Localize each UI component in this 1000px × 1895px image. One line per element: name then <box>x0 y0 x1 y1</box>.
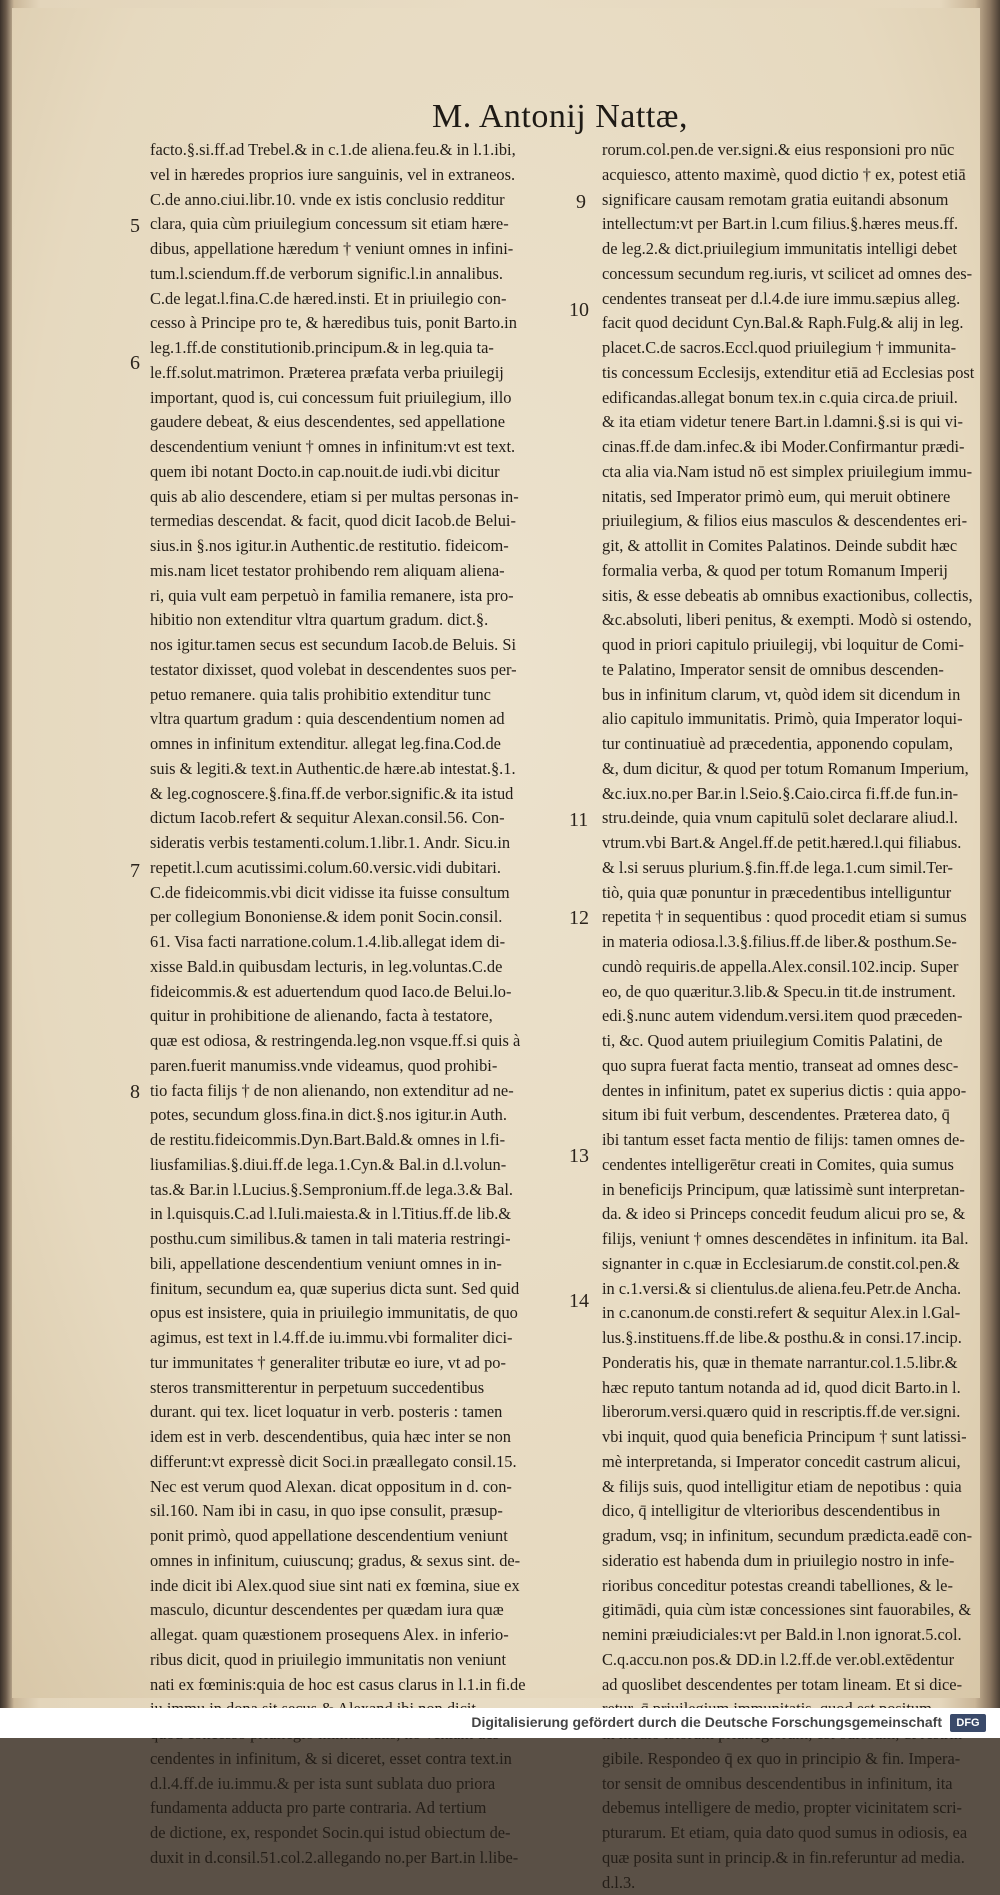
text-line: nati ex fœminis:quia de hoc est casus clarus in l.1.in fi.de <box>150 1673 575 1698</box>
text-line: ribus dicit, quod in priuilegio immunitatis non veniunt <box>150 1648 575 1673</box>
text-line: cendentes intelligerētur creati in Comites, quia sumus <box>602 1153 1000 1178</box>
text-line: & filijs suis, quod intelligitur etiam de nepotibus : quia <box>602 1475 1000 1500</box>
text-line: differunt:vt expressè dicit Soci.in præallegato consil.15. <box>150 1450 575 1475</box>
text-line: & leg.cognoscere.§.fina.ff.de verbor.signific.& ita istud <box>150 782 575 807</box>
text-line: signanter in c.quæ in Ecclesiarum.de constit.col.pen.& <box>602 1252 1000 1277</box>
text-line: steros transmitterentur in perpetuum succedentibus <box>150 1376 575 1401</box>
text-line: gibile. Respondeo q̄ ex quo in principio & fin. Impera- <box>602 1747 1000 1772</box>
left-text-column <box>150 138 575 1871</box>
text-line: hæc reputo tantum notanda ad id, quod dicit Barto.in l. <box>602 1376 1000 1401</box>
text-line: de leg.2.& dict.priuilegium immunitatis intelligi debet <box>602 237 1000 262</box>
text-line: mis.nam licet testator prohibendo rem aliquam aliena- <box>150 559 575 584</box>
text-line: C.q.accu.non pos.& DD.in l.2.ff.de ver.obl.extēdentur <box>602 1648 1000 1673</box>
text-line: cendentes in infinitum, & si diceret, esset contra text.in <box>150 1747 575 1772</box>
footer-credit: Digitalisierung gefördert durch die Deutsche Forschungsgemeinschaft <box>471 1714 942 1730</box>
text-line: gitimādi, quia cùm istæ concessiones sint fauorabiles, & <box>602 1598 1000 1623</box>
text-line: leg.1.ff.de constitutionib.principum.& in leg.quia ta- <box>150 336 575 361</box>
text-line: termedias descendat. & facit, quod dicit Iacob.de Belui- <box>150 509 575 534</box>
text-line: ibi tantum esset facta mentio de filijs: tamen omnes de- <box>602 1128 1000 1153</box>
text-line: durant. qui tex. licet loquatur in verb. posteris : tamen <box>150 1400 575 1425</box>
text-line: debemus intelligere de medio, propter vicinitatem scri- <box>602 1796 1000 1821</box>
text-line: nos igitur.tamen secus est secundum Iacob.de Beluis. Si <box>150 633 575 658</box>
text-line: quitur in prohibitione de alienando, facta à testatore, <box>150 1004 575 1029</box>
text-line: bili, appellatione descendentium veniunt omnes in in- <box>150 1252 575 1277</box>
text-line: hibitio non extenditur vltra quartum gradum. dict.§. <box>150 608 575 633</box>
text-line: tur continuatiuè ad præcedentia, apponendo copulam, <box>602 732 1000 757</box>
text-line: te Palatino, Imperator sensit de omnibus descenden- <box>602 658 1000 683</box>
text-line: liusfamilias.§.diui.ff.de lega.1.Cyn.& Bal.in d.l.volun- <box>150 1153 575 1178</box>
margin-number: 10 <box>569 299 589 322</box>
text-line: omnes in infinitum, cuiuscunq; gradus, & sexus sint. de- <box>150 1549 575 1574</box>
text-line: tiò, quia quæ ponuntur in præcedentibus intelliguntur <box>602 881 1000 906</box>
text-line: acquiesco, attento maximè, quod dictio † ex, potest etiā <box>602 163 1000 188</box>
right-text-column <box>602 138 1000 1895</box>
text-line: C.de fideicommis.vbi dicit vidisse ita fuisse consultum <box>150 881 575 906</box>
text-line: vbi inquit, quod quia beneficia Principum † sunt latissi- <box>602 1425 1000 1450</box>
text-line: & ita etiam videtur tenere Bart.in l.damni.§.si is qui vi- <box>602 410 1000 435</box>
text-line: eo, de quo quæritur.3.lib.& Specu.in tit.de instrument. <box>602 980 1000 1005</box>
margin-number: 13 <box>569 1145 589 1168</box>
text-line: repetita † in sequentibus : quod procedit etiam si sumus <box>602 905 1000 930</box>
text-line: quis ab alio descendere, etiam si per multas personas in- <box>150 485 575 510</box>
text-line: sius.in §.nos igitur.in Authentic.de restitutio. fideicom- <box>150 534 575 559</box>
margin-number: 9 <box>576 191 586 214</box>
text-line: cta alia via.Nam istud nō est simplex priuilegium immu- <box>602 460 1000 485</box>
text-line: agimus, est text in l.4.ff.de iu.immu.vbi formaliter dici- <box>150 1326 575 1351</box>
text-line: sil.160. Nam ibi in casu, in quo ipse consulit, præsup- <box>150 1499 575 1524</box>
text-line: de restitu.fideicommis.Dyn.Bart.Bald.& omnes in l.fi- <box>150 1128 575 1153</box>
text-line: quæ est odiosa, & restringenda.leg.non vsque.ff.si quis à <box>150 1029 575 1054</box>
text-line: tor sensit de omnibus descendentibus in infinitum, ita <box>602 1772 1000 1797</box>
text-line: tis concessum Ecclesijs, extenditur etiā ad Ecclesias post <box>602 361 1000 386</box>
text-line: petuo remanere. quia talis prohibitio extenditur tunc <box>150 683 575 708</box>
text-line: xisse Bald.in quibusdam lecturis, in leg.voluntas.C.de <box>150 955 575 980</box>
text-line: gradum, vsq; in infinitum, secundum prædicta.eadē con- <box>602 1524 1000 1549</box>
text-line: fundamenta adducta pro parte contraria. Ad tertium <box>150 1796 575 1821</box>
margin-number: 6 <box>130 352 140 375</box>
text-line: clara, quia cùm priuilegium concessum sit etiam hære- <box>150 212 575 237</box>
text-line: &c.iux.no.per Bar.in l.Seio.§.Caio.circa fi.ff.de fun.in- <box>602 782 1000 807</box>
text-line: rorum.col.pen.de ver.signi.& eius responsioni pro nūc <box>602 138 1000 163</box>
text-line: vel in hæredes proprios iure sanguinis, vel in extraneos. <box>150 163 575 188</box>
text-line: formalia verba, & quod per totum Romanum Imperij <box>602 559 1000 584</box>
text-line: quo supra fuerat facta mentio, transeat ad omnes desc- <box>602 1054 1000 1079</box>
text-line: nemini præiudiciales:vt per Bald.in l.non ignorat.5.col. <box>602 1623 1000 1648</box>
text-line: cinas.ff.de dam.infec.& ibi Moder.Confirmantur prædi- <box>602 435 1000 460</box>
text-line: vtrum.vbi Bart.& Angel.ff.de petit.hæred.l.qui filiabus. <box>602 831 1000 856</box>
book-page <box>12 8 980 1698</box>
text-line: potes, secundum gloss.fina.in dict.§.nos igitur.in Auth. <box>150 1103 575 1128</box>
margin-number: 5 <box>130 215 140 238</box>
margin-number: 8 <box>130 1081 140 1104</box>
text-line: quæ posita sunt in princip.& in fin.referuntur ad media. <box>602 1846 1000 1871</box>
text-line: priuilegium, & filios eius masculos & descendentes eri- <box>602 509 1000 534</box>
text-line: finitum, secundum ea, quæ superius dicta sunt. Sed quid <box>150 1277 575 1302</box>
text-line: pturarum. Et etiam, quia dato quod sumus in odiosis, ea <box>602 1821 1000 1846</box>
text-line: alio capitulo immunitatis. Primò, quia Imperator loqui- <box>602 707 1000 732</box>
text-line: in materia odiosa.l.3.§.filius.ff.de liber.& posthum.Se- <box>602 930 1000 955</box>
dfg-logo: DFG <box>950 1714 986 1732</box>
text-line: in beneficijs Principum, quæ latissimè sunt interpretan- <box>602 1178 1000 1203</box>
text-line: filijs, veniunt † omnes descendētes in infinitum. ita Bal. <box>602 1227 1000 1252</box>
margin-number: 11 <box>569 809 588 832</box>
text-line: C.de anno.ciui.libr.10. vnde ex istis conclusio redditur <box>150 188 575 213</box>
text-line: fideicommis.& est aduertendum quod Iaco.de Belui.lo- <box>150 980 575 1005</box>
text-line: allegat. quam quæstionem prosequens Alex. in inferio- <box>150 1623 575 1648</box>
text-line: significare causam remotam gratia euitandi absonum <box>602 188 1000 213</box>
running-header: M. Antonij Nattæ, <box>432 98 852 136</box>
text-line: de dictione, ex, respondet Socin.qui istud obiectum de- <box>150 1821 575 1846</box>
margin-number: 12 <box>569 907 589 930</box>
text-line: le.ff.solut.matrimon. Præterea præfata verba priuilegij <box>150 361 575 386</box>
text-line: sideratio est habenda dum in priuilegio nostro in infe- <box>602 1549 1000 1574</box>
text-line: tio facta filijs † de non alienando, non extenditur ad ne- <box>150 1079 575 1104</box>
text-line: d.l.4.ff.de iu.immu.& per ista sunt sublata duo priora <box>150 1772 575 1797</box>
text-line: ri, quia vult eam perpetuò in familia remanere, ista pro- <box>150 584 575 609</box>
margin-number: 7 <box>130 860 140 883</box>
text-line: dictum Iacob.refert & sequitur Alexan.consil.56. Con- <box>150 806 575 831</box>
text-line: &c.absoluti, liberi penitus, & exempti. Modò si ostendo, <box>602 608 1000 633</box>
text-line: &, dum dicitur, & quod per totum Romanum Imperium, <box>602 757 1000 782</box>
text-line: lus.§.instituens.ff.de libe.& posthu.& in consi.17.incip. <box>602 1326 1000 1351</box>
text-line: important, quod is, cui concessum fuit priuilegium, illo <box>150 386 575 411</box>
text-line: concessum secundum reg.iuris, vt scilicet ad omnes des- <box>602 262 1000 287</box>
text-line: tum.l.sciendum.ff.de verborum signific.l.in annalibus. <box>150 262 575 287</box>
text-line: per collegium Bononiense.& idem ponit Socin.consil. <box>150 905 575 930</box>
text-line: quod in priori capitulo priuilegij, vbi loquitur de Comi- <box>602 633 1000 658</box>
text-line: cundò requiris.de appella.Alex.consil.102.incip. Super <box>602 955 1000 980</box>
text-line: cendentes transeat per d.l.4.de iure immu.sæpius alleg. <box>602 287 1000 312</box>
text-line: C.de legat.l.fina.C.de hæred.insti. Et in priuilegio con- <box>150 287 575 312</box>
text-line: edificandas.allegat bonum tex.in c.quia circa.de priuil. <box>602 386 1000 411</box>
text-line: facto.§.si.ff.ad Trebel.& in c.1.de aliena.feu.& in l.1.ibi, <box>150 138 575 163</box>
text-line: edi.§.nunc autem videndum.versi.item quod præceden- <box>602 1004 1000 1029</box>
text-line: inde dicit ibi Alex.quod siue sint nati ex fœmina, siue ex <box>150 1574 575 1599</box>
text-line: vltra quartum gradum : quia descendentium nomen ad <box>150 707 575 732</box>
text-line: duxit in d.consil.51.col.2.allegando no.per Bart.in l.libe- <box>150 1846 575 1871</box>
text-line: sitis, & esse debeatis ab omnibus exactionibus, collectis, <box>602 584 1000 609</box>
text-line: cesso à Principe pro te, & hæredibus tuis, ponit Barto.in <box>150 311 575 336</box>
text-line: in c.1.versi.& si clientulus.de aliena.feu.Petr.de Ancha. <box>602 1277 1000 1302</box>
text-line: Nec est verum quod Alexan. dicat oppositum in d. con- <box>150 1475 575 1500</box>
text-line: git, & attollit in Comites Palatinos. Deinde subdit hæc <box>602 534 1000 559</box>
text-line: paren.fuerit manumiss.vnde videamus, quod prohibi- <box>150 1054 575 1079</box>
text-line: gaudere debeat, & eius descendentes, sed appellatione <box>150 410 575 435</box>
text-line: rioribus conceditur potestas creandi tabelliones, & le- <box>602 1574 1000 1599</box>
text-line: testator dixisset, quod volebat in descendentes suos per- <box>150 658 575 683</box>
text-line: tas.& Bar.in l.Lucius.§.Sempronium.ff.de lega.3.& Bal. <box>150 1178 575 1203</box>
text-line: 61. Visa facti narratione.colum.1.4.lib.allegat idem di- <box>150 930 575 955</box>
text-line: dentes in infinitum, patet ex superius dictis : quia appo- <box>602 1079 1000 1104</box>
text-line: situm ibi fuit verbum, descendentes. Præterea dato, q̄ <box>602 1103 1000 1128</box>
text-line: bus in infinitum clarum, vt, quòd idem sit dicendum in <box>602 683 1000 708</box>
text-line: ponit primò, quod appellatione descendentium veniunt <box>150 1524 575 1549</box>
text-line: d.l.3. <box>602 1871 1000 1895</box>
text-line: liberorum.versi.quæro quid in rescriptis.ff.de ver.signi. <box>602 1400 1000 1425</box>
text-line: dibus, appellatione hæredum † veniunt omnes in infini- <box>150 237 575 262</box>
text-line: ti, &c. Quod autem priuilegium Comitis Palatini, de <box>602 1029 1000 1054</box>
text-line: tur immunitates † generaliter tributæ eo iure, vt ad po- <box>150 1351 575 1376</box>
text-line: Ponderatis his, quæ in themate narrantur.col.1.5.libr.& <box>602 1351 1000 1376</box>
text-line: & l.si seruus plurium.§.fin.ff.de lega.1.cum simil.Ter- <box>602 856 1000 881</box>
text-line: ad quoslibet descendentes per totam lineam. Et si dice- <box>602 1673 1000 1698</box>
text-line: suis & legiti.& text.in Authentic.de hære.ab intestat.§.1. <box>150 757 575 782</box>
text-line: repetit.l.cum acutissimi.colum.60.versic.vidi dubitari. <box>150 856 575 881</box>
text-line: stru.deinde, quia vnum capitulū solet declarare aliud.l. <box>602 806 1000 831</box>
text-line: opus est insistere, quia in priuilegio immunitatis, de quo <box>150 1301 575 1326</box>
text-line: in l.quisquis.C.ad l.Iuli.maiesta.& in l.Titius.ff.de lib.& <box>150 1202 575 1227</box>
text-line: sideratis verbis testamenti.colum.1.libr.1. Andr. Sicu.in <box>150 831 575 856</box>
text-line: descendentium veniunt † omnes in infinitum:vt est text. <box>150 435 575 460</box>
text-line: in c.canonum.de consti.refert & sequitur Alex.in l.Gal- <box>602 1301 1000 1326</box>
text-line: omnes in infinitum extenditur. allegat leg.fina.Cod.de <box>150 732 575 757</box>
text-line: idem est in verb. descendentibus, quia hæc inter se non <box>150 1425 575 1450</box>
digitization-footer <box>0 1708 1000 1738</box>
text-line: da. & ideo si Princeps concedit feudum alicui pro se, & <box>602 1202 1000 1227</box>
text-line: facit quod decidunt Cyn.Bal.& Raph.Fulg.& alij in leg. <box>602 311 1000 336</box>
text-line: placet.C.de sacros.Eccl.quod priuilegium † immunita- <box>602 336 1000 361</box>
text-line: masculo, dicuntur descendentes per quædam iura quæ <box>150 1598 575 1623</box>
text-line: quem ibi notant Docto.in cap.nouit.de iudi.vbi dicitur <box>150 460 575 485</box>
text-line: nitatis, sed Imperator primò eum, qui meruit obtinere <box>602 485 1000 510</box>
text-line: dico, q̄ intelligitur de vlterioribus descendentibus in <box>602 1499 1000 1524</box>
text-line: intellectum:vt per Bart.in l.cum filius.§.hæres meus.ff. <box>602 212 1000 237</box>
text-line: posthu.cum similibus.& tamen in tali materia restringi- <box>150 1227 575 1252</box>
text-line: mè interpretanda, si Imperator concedit castrum alicui, <box>602 1450 1000 1475</box>
margin-number: 14 <box>569 1290 589 1313</box>
